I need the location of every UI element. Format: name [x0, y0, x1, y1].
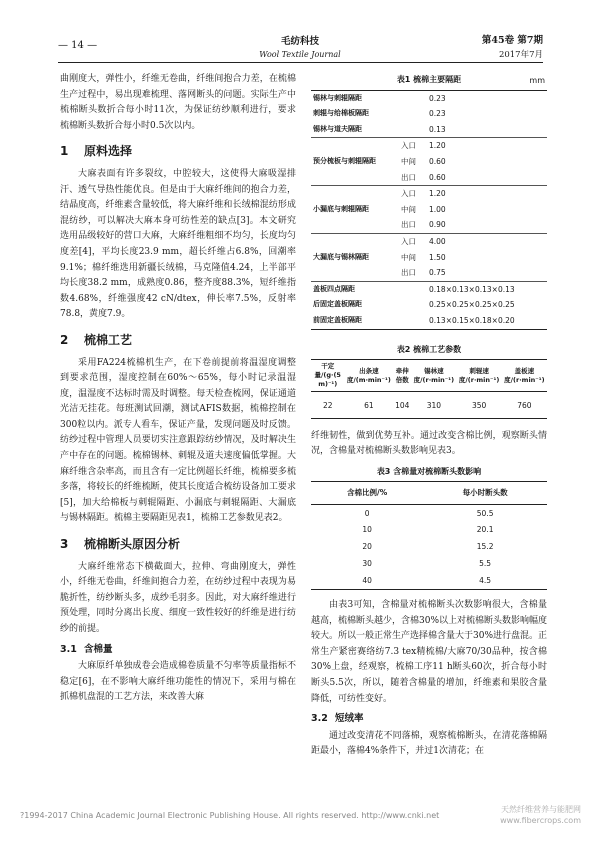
table-cell-value: 1.50	[429, 252, 446, 262]
table-header-cell: 含棉比例/%	[311, 482, 423, 505]
journal-title	[200, 33, 400, 59]
table-row	[311, 297, 547, 313]
table-cell-name: 小漏底与刺辊隔距	[313, 204, 369, 213]
table1	[311, 90, 547, 330]
table-cell-sub	[399, 106, 427, 122]
table-row	[311, 106, 547, 122]
table-cell: 61	[364, 401, 374, 411]
table-cell-value: 0.23	[429, 109, 446, 119]
table-cell-value: 1.20	[427, 138, 547, 154]
table-cell: 20	[362, 542, 372, 552]
table-cell-name	[311, 170, 399, 186]
section-number: 1	[60, 144, 69, 159]
table-cell-value: 0.60	[429, 156, 446, 166]
table-cell-name: 后固定盖板隔距	[313, 300, 362, 309]
body-paragraph: 采用FA224梳棉机生产，在下卷前提前将温湿度调整到要求范围，湿度控制在60%～65%，每小时记录温湿度，温湿度不达标时需及时调整。每天检查梳网，保证通道光洁无挂花。每班测试回潮，测试AFIS数据，梳棉控制在300粒以内。派专人看车，保证产量，发现问题及时反馈。纺纱过程中管理人员要切实注意跟踪纺纱情况，及时解决生产中存在的问题。梳棉锡林、刺辊及道夫速度偏低掌握。大麻纤维含杂率高，而且含有一定比例超长纤维，梳棉要多梳多落，将较长的纤维梳断，使其长度适合梳纺设备加工要求[5]，加大给棉板与刺辊隔距、小漏底与刺辊隔距、大漏底与锡林隔距。梳棉主要隔距见表1，梳棉工艺参数见表2。	[60, 357, 296, 524]
body-paragraph: 通过改变清花不同落棉，观察梳棉断头，在清花落棉隔距最小，落棉4%条件下，并过1次清花；在	[311, 730, 547, 757]
table-header-cell: 牵伸倍数	[393, 360, 411, 392]
table-row	[311, 233, 547, 249]
issue-info	[482, 33, 543, 63]
section-title: 梳棉断头原因分析	[84, 537, 181, 552]
header-rule	[58, 62, 543, 63]
copyright-footer: ?1994-2017 China Academic Journal Electronic Publishing House. All rights reserved. http://www.cnki.net	[20, 811, 440, 820]
section-title: 原料选择	[84, 144, 133, 159]
table-cell: 4.5	[479, 576, 492, 586]
table-cell-name	[311, 233, 399, 249]
table-row	[311, 265, 547, 281]
subsection-title: 短绒率	[335, 713, 364, 725]
table-cell-name: 盖板四点隔距	[311, 281, 399, 297]
table-cell: 10	[362, 525, 372, 535]
table1-unit: mm	[529, 76, 545, 85]
table2-caption: 表2 梳棉工艺参数	[396, 344, 462, 354]
journal-title-en: Wool Textile Journal	[259, 50, 341, 59]
table-row	[311, 186, 547, 202]
watermark-cn: 天然纤维营养与能肥网	[501, 805, 581, 814]
table-cell: 5.5	[479, 559, 492, 569]
issue-volume: 第45卷 第7期	[481, 35, 543, 46]
table-cell-value: 0.18×0.13×0.13×0.13	[427, 281, 547, 297]
table-cell-value: 1.20	[427, 186, 547, 202]
table-header-cell: 干定量/(g·(5 m)⁻¹)	[311, 360, 344, 392]
table-row	[311, 250, 547, 266]
table-cell-name: 大漏底与锡林隔距	[313, 252, 369, 261]
body-paragraph: 大麻纤维常态下横截面大，拉伸、弯曲刚度大，弹性小，纤维无卷曲，纤维间抱合力差，在纺纱过程中表现为易脆折性，纺纱断头多，成纱毛羽多。因此，对大麻纤维进行预处理，同时分离出长度、细度一致性较好的纤维是进行纺纱的前提。	[60, 561, 296, 634]
subsection-title: 含棉量	[84, 643, 113, 655]
page-number: — 14 —	[58, 40, 98, 51]
table-cell: 350	[471, 401, 487, 411]
table-row	[311, 170, 547, 186]
subsection-heading	[60, 642, 296, 658]
table-row	[311, 138, 547, 154]
table-cell-value: 0.60	[429, 172, 446, 182]
table-cell-sub: 出口	[401, 220, 416, 230]
table-cell-sub: 中间	[401, 156, 416, 166]
table-cell-sub	[399, 297, 427, 313]
table-row	[311, 539, 547, 556]
table-cell-value: 0.23	[429, 93, 446, 103]
table-row	[311, 154, 547, 170]
table-cell: 40	[362, 576, 372, 586]
table-cell: 20.1	[476, 525, 494, 535]
table-cell-sub: 中间	[401, 252, 416, 262]
table3	[311, 481, 547, 590]
table-cell-value: 0.13	[429, 124, 446, 134]
table-cell-name: 预分梳板与刺辊隔距	[313, 156, 376, 165]
table-cell: 15.2	[476, 542, 494, 552]
watermark-url: www.fibercrops.com	[500, 816, 581, 825]
section-number: 2	[60, 332, 69, 347]
table-cell-name: 锡林与刺辊隔距	[313, 93, 362, 102]
left-column	[60, 72, 296, 706]
subsection-number: 3.1	[60, 643, 77, 655]
body-paragraph: 大麻表面有许多裂纹，中腔较大，这使得大麻吸湿排汗、透气导热性能优良。但是由于大麻纤维间的抱合力差，结晶度高，纤维素含量较低，将大麻纤维和长绒棉混纺形成混纺纱，可以解决大麻本身可纺性差的缺点[3]。本文研究选用品级较好的营口大麻，大麻纤维粗细不均匀，长度均匀度差[4]，平均长度23.9 mm，超长纤维占6.8%，回潮率9.1%；棉纤维选用新疆长绒棉，马克隆值4.24，上半部平均长度38.2 mm，成熟度0.86，整齐度88.3%，短纤维指数4.68%，纤维强度42 cN/dtex，伸长率7.5%，反射率78.8，黄度7.9。	[60, 168, 296, 320]
body-paragraph: 由表3可知，含棉量对梳棉断头次数影响很大，含棉量越高，梳棉断头越少，含棉30%以上对梳棉断头数影响幅度较大。所以一般正常生产选择棉含量大于30%进行盘混。正常生产紧密赛络纺7.3 tex精梳棉/大麻70/30品种，按含棉30%上盘，经观察，梳棉工序11 h断头60次，折合每小时断头5.5次，所以，随着含棉量的增加，纤维素和果胶含量降低，可纺性变好。	[311, 600, 548, 704]
table-row	[311, 122, 547, 138]
section-heading	[60, 537, 296, 553]
table-cell-value: 1.00	[429, 204, 446, 214]
table-cell-value: 0.90	[429, 220, 446, 230]
table-cell-name: 锡林与道夫隔距	[313, 124, 362, 133]
section-heading	[60, 144, 296, 160]
table-cell-sub: 出口	[401, 172, 416, 182]
table-header-cell: 每小时断头数	[423, 482, 547, 505]
table-row	[311, 202, 547, 218]
table-row	[311, 90, 547, 106]
table-cell-value: 0.25×0.25×0.25×0.25	[429, 300, 515, 310]
issue-date: 2017年7月	[498, 50, 543, 60]
table-cell-value: 0.13×0.15×0.18×0.20	[429, 315, 515, 325]
table-cell-sub: 入口	[399, 138, 427, 154]
table1-caption	[311, 72, 547, 88]
table-cell-name: 前固定盖板隔距	[313, 315, 362, 324]
table-cell-sub	[399, 281, 427, 297]
section-title: 梳棉工艺	[84, 332, 133, 347]
table-row	[311, 313, 547, 329]
body-paragraph: 纤维韧性，做到优势互补。通过改变含棉比例，观察断头情况，含棉量对梳棉断头数影响见表3。	[311, 430, 547, 457]
intro-paragraph: 曲刚度大，弹性小，纤维无卷曲，纤维间抱合力差，在梳棉生产过程中，易出现难梳理、落网断头的问题。实际生产中梳棉断头数折合每小时11次，为保证纺纱顺利进行，要求梳棉断头数折合每小时0.5次以内。	[60, 74, 296, 131]
table-row	[311, 573, 547, 590]
table-cell-name	[311, 265, 399, 281]
table-cell-name	[311, 138, 399, 154]
table2	[311, 359, 547, 419]
table-cell-sub	[399, 90, 427, 106]
table-cell-name	[311, 217, 399, 233]
table-cell-sub: 入口	[399, 233, 427, 249]
table-cell: 104	[395, 401, 410, 411]
table-cell-name	[311, 186, 399, 202]
table-cell: 22	[322, 401, 333, 411]
table-cell-sub: 入口	[399, 186, 427, 202]
table-header-cell: 锡林速度/(r·min⁻¹)	[411, 360, 456, 392]
table-cell-value: 0.75	[429, 268, 446, 278]
table-row	[311, 281, 547, 297]
table-row	[311, 556, 547, 573]
section-heading	[60, 333, 296, 349]
table-cell: 0	[364, 508, 370, 518]
journal-title-cn: 毛纺科技	[280, 36, 319, 47]
table-cell: 30	[362, 559, 372, 569]
subsection-number: 3.2	[311, 713, 328, 725]
table-cell-sub	[399, 122, 427, 138]
table-cell-value: 4.00	[427, 233, 547, 249]
watermark	[500, 804, 581, 826]
table-cell: 760	[517, 401, 532, 411]
table-cell-name: 刺辊与给棉板隔距	[313, 109, 369, 118]
table-header-cell: 刺辊速度/(r·min⁻¹)	[456, 360, 501, 392]
right-column	[311, 72, 547, 760]
table-cell: 50.5	[476, 508, 494, 518]
table3-caption: 表3 含棉量对梳棉断头数影响	[376, 466, 482, 476]
table1-caption-text: 表1 梳棉主要隔距	[396, 75, 462, 84]
table-cell-sub	[399, 313, 427, 329]
table-row	[311, 522, 547, 539]
section-number: 3	[60, 537, 69, 552]
table-cell-sub: 中间	[401, 204, 416, 214]
table-cell: 310	[426, 401, 442, 411]
body-paragraph: 大麻原纤单独成卷会造成棉卷质量不匀率等质量指标不稳定[6]，在不影响大麻纤维功能性的情况下，采用与棉在抓棉机盘混的工艺方法，来改善大麻	[60, 661, 296, 703]
table-header-cell: 盖板速度/(r·min⁻¹)	[502, 360, 547, 392]
table-row	[311, 217, 547, 233]
table-row	[311, 505, 547, 522]
table-header-cell: 出条速度/(m·min⁻¹)	[344, 360, 393, 392]
table-cell-sub: 出口	[401, 268, 416, 278]
subsection-heading	[311, 711, 547, 727]
